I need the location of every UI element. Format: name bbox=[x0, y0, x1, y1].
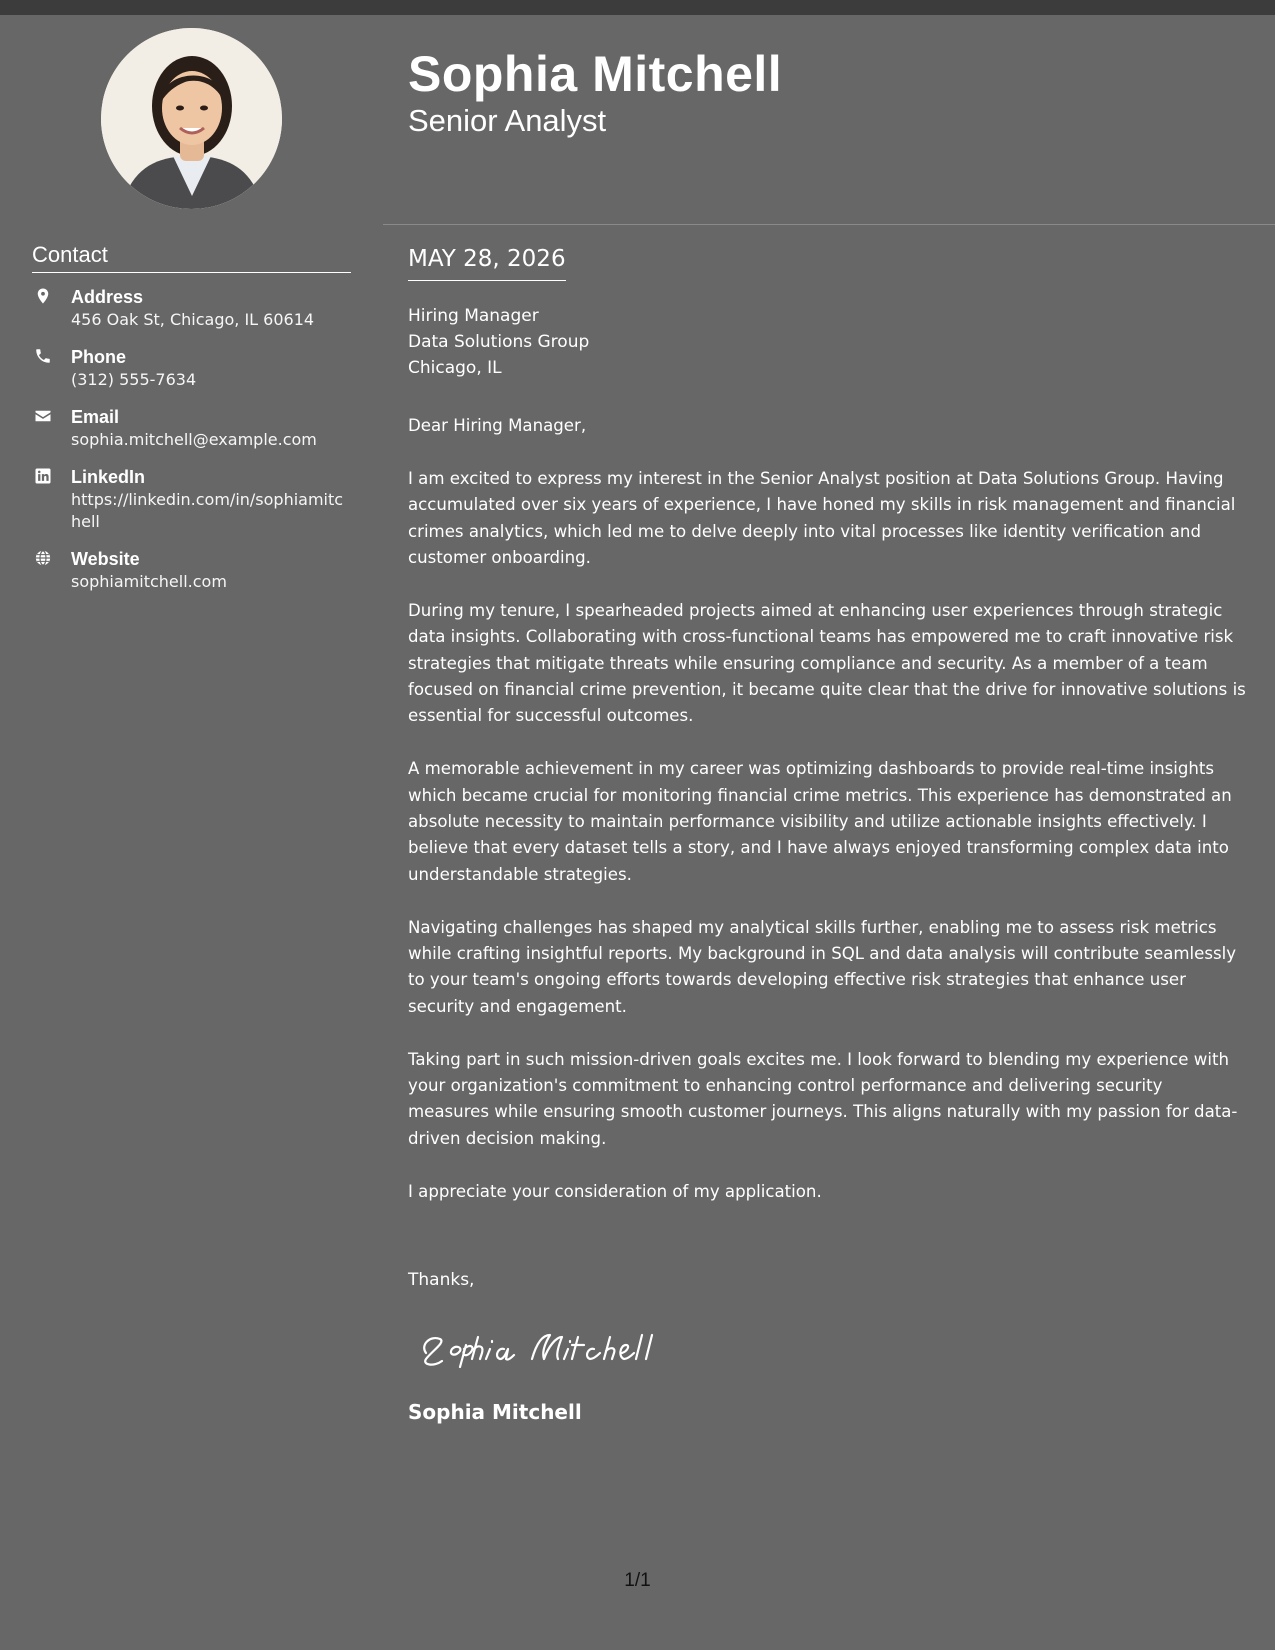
contact-value-linkedin[interactable]: https://linkedin.com/in/sophiamitchell bbox=[71, 490, 344, 531]
letter-paragraph: I am excited to express my interest in the Senior Analyst position at Data Solutions Group. Having accumulated over six years of experience, I have honed my skills in risk management and financial crimes analytics, which led me to delve deeply into vital processes like identity verification and customer onboarding. bbox=[408, 468, 1236, 568]
contact-value-email: sophia.mitchell@example.com bbox=[71, 430, 317, 449]
letter-paragraph: During my tenure, I spearheaded projects aimed at enhancing user experiences through strategic data insights. Collaborating with cross-functional teams has empowered me to craft innovative risk strategies that mitigate threats while ensuring compliance and security. As a member of a team focused on financial crime prevention, it became quite clear that the drive for innovative solutions is essential for successful outcomes. bbox=[408, 600, 1246, 726]
contact-item-linkedin bbox=[32, 465, 352, 533]
linkedin-icon bbox=[34, 467, 52, 485]
applicant-title: Senior Analyst bbox=[408, 103, 607, 138]
contact-item-email bbox=[32, 405, 352, 451]
profile-photo bbox=[101, 28, 282, 209]
contact-heading: Contact bbox=[32, 241, 351, 273]
letter-paragraph: Navigating challenges has shaped my analytical skills further, enabling me to assess risk metrics while crafting insightful reports. My background in SQL and data analysis will contribute seamlessly to your team's ongoing efforts towards developing effective risk strategies that enhance user security and engagement. bbox=[408, 917, 1237, 1016]
salutation: Dear Hiring Manager, bbox=[408, 416, 587, 435]
signer-name: Sophia Mitchell bbox=[408, 1400, 582, 1424]
contact-list bbox=[32, 285, 352, 607]
top-bar bbox=[0, 0, 1275, 15]
contact-label-linkedin: LinkedIn bbox=[71, 467, 146, 487]
handwritten-signature bbox=[412, 1315, 672, 1375]
recipient-line: Hiring Manager bbox=[408, 306, 539, 326]
page-number: 1/1 bbox=[624, 1570, 651, 1591]
contact-item-phone bbox=[32, 345, 352, 391]
contact-item-website bbox=[32, 547, 352, 593]
profile-photo-image bbox=[101, 28, 282, 209]
recipient-line: Data Solutions Group bbox=[408, 332, 590, 352]
envelope-icon bbox=[34, 407, 52, 425]
applicant-name: Sophia Mitchell bbox=[408, 46, 783, 102]
letter-date: MAY 28, 2026 bbox=[408, 244, 566, 281]
header-divider bbox=[383, 224, 1275, 225]
recipient-line: Chicago, IL bbox=[408, 358, 502, 378]
closing: Thanks, bbox=[408, 1270, 475, 1290]
contact-item-address bbox=[32, 285, 352, 331]
letter-paragraph: I appreciate your consideration of my application. bbox=[408, 1181, 822, 1201]
contact-label-website: Website bbox=[71, 549, 140, 569]
letter-paragraph: Taking part in such mission-driven goals excites me. I look forward to blending my experience with your organization's commitment to enhancing control performance and delivering security measures while ensuring smooth customer journeys. This aligns naturally with my passion for data-driven decision making. bbox=[408, 1049, 1238, 1148]
cover-letter-page bbox=[0, 15, 1275, 1650]
recipient-block bbox=[408, 303, 589, 381]
letter-paragraph: A memorable achievement in my career was optimizing dashboards to provide real-time insights which became crucial for monitoring financial crime metrics. This experience has demonstrated an absolute necessity to maintain performance visibility and utilize actionable insights effectively. I believe that every dataset tells a story, and I have always enjoyed transforming complex data into understandable strategies. bbox=[408, 759, 1232, 884]
contact-label-email: Email bbox=[71, 407, 120, 427]
contact-value-address: 456 Oak St, Chicago, IL 60614 bbox=[71, 310, 315, 329]
contact-value-phone: (312) 555-7634 bbox=[71, 370, 197, 389]
contact-label-address: Address bbox=[71, 287, 144, 307]
letter-body bbox=[408, 413, 1248, 1231]
map-pin-icon bbox=[34, 287, 52, 305]
contact-label-phone: Phone bbox=[71, 347, 127, 367]
phone-icon bbox=[34, 347, 52, 365]
globe-icon bbox=[34, 549, 52, 567]
contact-value-website[interactable]: sophiamitchell.com bbox=[71, 572, 227, 591]
